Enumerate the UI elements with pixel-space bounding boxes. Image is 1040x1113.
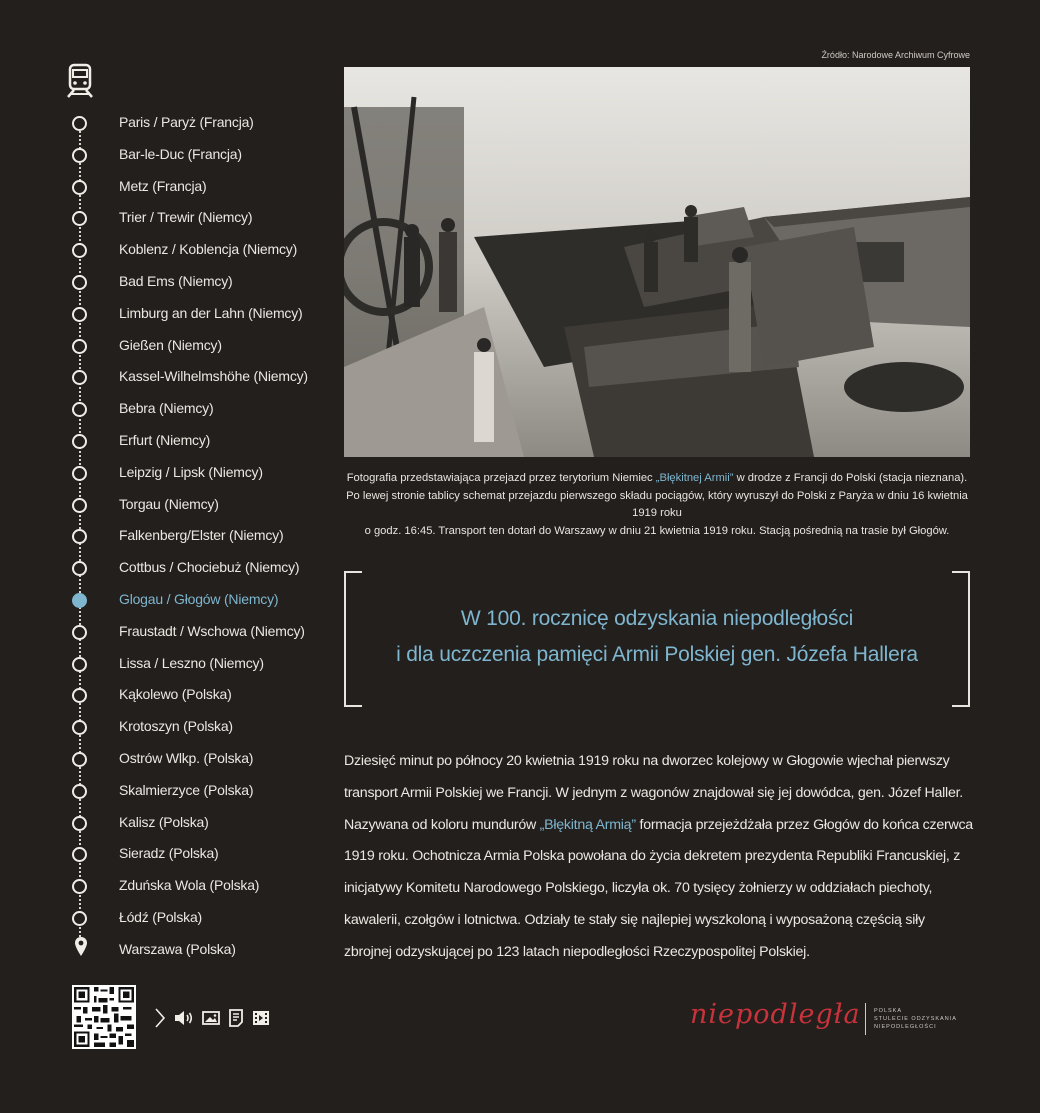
route-stop-label: Trier / Trewir (Niemcy) — [119, 209, 253, 226]
caption-line-2: Po lewej stronie tablicy schemat przejazdu pierwszego składu pociągów, który wyruszył do Polski z Paryża w dniu 16 kwietnia 1919 roku — [346, 489, 968, 519]
route-stop — [72, 271, 332, 295]
caption-line-1: Fotografia przedstawiająca przejazd przez terytorium Niemiec „Błękitnej Armii” w drodze z Francji do Polski (stacja nieznana). — [346, 472, 968, 484]
stop-dot — [72, 879, 87, 894]
route-stop — [72, 907, 332, 931]
photo-source: Źródło: Narodowe Archiwum Cyfrowe — [821, 50, 970, 60]
route-stop-label: Bebra (Niemcy) — [119, 400, 214, 417]
route-stop — [72, 716, 332, 740]
stop-dot — [72, 370, 87, 385]
route-stop-label: Leipzig / Lipsk (Niemcy) — [119, 463, 263, 480]
route-stop — [72, 875, 332, 899]
route-stop — [72, 525, 332, 549]
route-stop — [72, 780, 332, 804]
route-stop-label: Warszawa (Polska) — [119, 940, 236, 957]
route-stop — [72, 812, 332, 836]
route-stop-label: Falkenberg/Elster (Niemcy) — [119, 527, 284, 544]
route-stop-label: Fraustadt / Wschowa (Niemcy) — [119, 622, 305, 639]
stop-dot — [72, 625, 87, 640]
active-stop-dot — [72, 593, 87, 608]
stop-dot — [72, 243, 87, 258]
photo-caption — [344, 470, 970, 540]
stop-dot — [72, 402, 87, 417]
route-stop — [72, 144, 332, 168]
dedication-line-1: W 100. rocznicę odzyskania niepodległości — [460, 607, 854, 630]
route-stop — [72, 112, 332, 136]
route-stop-label: Cottbus / Chociebuż (Niemcy) — [119, 559, 300, 576]
stop-dot — [72, 752, 87, 767]
route-stop — [72, 176, 332, 200]
stop-dot — [72, 180, 87, 195]
route-stop — [72, 589, 332, 613]
route-stop-label: Sieradz (Polska) — [119, 845, 219, 862]
route-stop-label: Krotoszyn (Polska) — [119, 718, 233, 735]
route-stop — [72, 239, 332, 263]
dedication-box — [344, 571, 970, 707]
stop-dot — [72, 211, 87, 226]
document-icon[interactable] — [228, 1009, 244, 1027]
stop-dot — [72, 466, 87, 481]
route-stop-label: Koblenz / Koblencja (Niemcy) — [119, 241, 298, 258]
route-stop-label: Bad Ems (Niemcy) — [119, 273, 233, 289]
logo-script: niepodległa — [690, 999, 861, 1030]
stop-dot — [72, 911, 87, 926]
route-stop-label: Łódź (Polska) — [119, 909, 202, 925]
stop-dot — [72, 148, 87, 163]
route-stop — [72, 557, 332, 581]
video-icon[interactable] — [252, 1010, 270, 1026]
route-stop-label: Metz (Francja) — [119, 177, 207, 194]
stop-dot — [72, 784, 87, 799]
route-stop-label: Kalisz (Polska) — [119, 813, 209, 830]
qr-code[interactable] — [72, 985, 136, 1049]
stop-dot — [72, 434, 87, 449]
route-stop — [72, 303, 332, 327]
stop-dot — [72, 847, 87, 862]
stop-dot — [72, 529, 87, 544]
destination-pin-icon — [74, 936, 88, 958]
niepodlegla-logo — [690, 995, 980, 1045]
route-stop-label: Bar-le-Duc (Francja) — [119, 145, 242, 162]
dedication-heading — [344, 601, 970, 673]
image-icon[interactable] — [202, 1010, 220, 1026]
stop-dot — [72, 720, 87, 735]
train-icon — [64, 63, 96, 99]
route-stop — [72, 366, 332, 390]
route-stop — [72, 653, 332, 677]
route-stop — [72, 748, 332, 772]
route-stop-label: Torgau (Niemcy) — [119, 495, 219, 512]
route-stop-label: Paris / Paryż (Francja) — [119, 114, 254, 130]
dedication-line-2: i dla uczczenia pamięci Armii Polskiej gen. Józefa Hallera — [396, 643, 918, 666]
route-stop-label: Ostrów Wlkp. (Polska) — [119, 750, 254, 766]
stop-dot — [72, 498, 87, 513]
route-stop-label: Erfurt (Niemcy) — [119, 432, 211, 448]
route-stop — [72, 398, 332, 422]
route-stop — [72, 939, 332, 963]
route-stop-label: Zduńska Wola (Polska) — [119, 877, 260, 894]
route-stop-label: Gießen (Niemcy) — [119, 336, 222, 353]
route-stop-label: Kąkolewo (Polska) — [119, 686, 232, 703]
stop-dot — [72, 116, 87, 131]
route-stop — [72, 207, 332, 231]
speaker-icon[interactable] — [174, 1010, 194, 1026]
route-stop — [72, 494, 332, 518]
stop-dot — [72, 275, 87, 290]
route-stop-label: Glogau / Głogów (Niemcy) — [119, 591, 279, 607]
chevron-right-icon — [154, 1007, 166, 1029]
stop-dot — [72, 307, 87, 322]
route-stop — [72, 335, 332, 359]
historic-photo — [344, 67, 970, 457]
route-stop-label: Skalmierzyce (Polska) — [119, 781, 254, 798]
stop-dot — [72, 339, 87, 354]
stop-dot — [72, 816, 87, 831]
media-icons — [154, 1005, 270, 1031]
route-stop — [72, 684, 332, 708]
caption-line-3: o godz. 16:45. Transport ten dotarł do Warszawy w dniu 21 kwietnia 1919 roku. Stacją pośrednią na trasie był Głogów. — [364, 524, 950, 537]
stop-dot — [72, 688, 87, 703]
stop-dot — [72, 657, 87, 672]
route-stop-label: Limburg an der Lahn (Niemcy) — [119, 304, 303, 321]
route-stop — [72, 430, 332, 454]
body-paragraph: Dziesięć minut po północy 20 kwietnia 1919 roku na dworzec kolejowy w Głogowie wjechał pierwszy transport Armii Polskiej we Francji. W jednym z wagonów znajdował się jej dowódca, gen. Józef Haller. Nazywana od koloru mundurów „Błękitną Armią” formacja przejeżdżała przez Głogów do końca czerwca 1919 roku. Ochotnicza Armia Polska powołana do życia dekretem prezydenta Republiki Francuskiej, z inicjatywy Komitetu Narodowego Polskiego, liczyła ok. 70 tysięcy żołnierzy w oddziałach piechoty, kawalerii, czołgów i lotnictwa. Odziały te stały się najlepiej wyszkoloną i wyposażoną częścią siły zbrojnej odzyskującej po 123 latach niepodległości Rzeczypospolitej Polskiej. — [344, 753, 973, 960]
route-stop-label: Kassel-Wilhelmshöhe (Niemcy) — [119, 368, 308, 385]
route-stop — [72, 843, 332, 867]
route-stop-label: Lissa / Leszno (Niemcy) — [119, 654, 264, 671]
logo-divider — [865, 1003, 866, 1035]
stop-dot — [72, 561, 87, 576]
route-stop — [72, 621, 332, 645]
logo-subtitle: POLSKA STULECIE ODZYSKANIA NIEPODLEGŁOŚCI — [874, 1008, 957, 1030]
route-stop — [72, 462, 332, 486]
